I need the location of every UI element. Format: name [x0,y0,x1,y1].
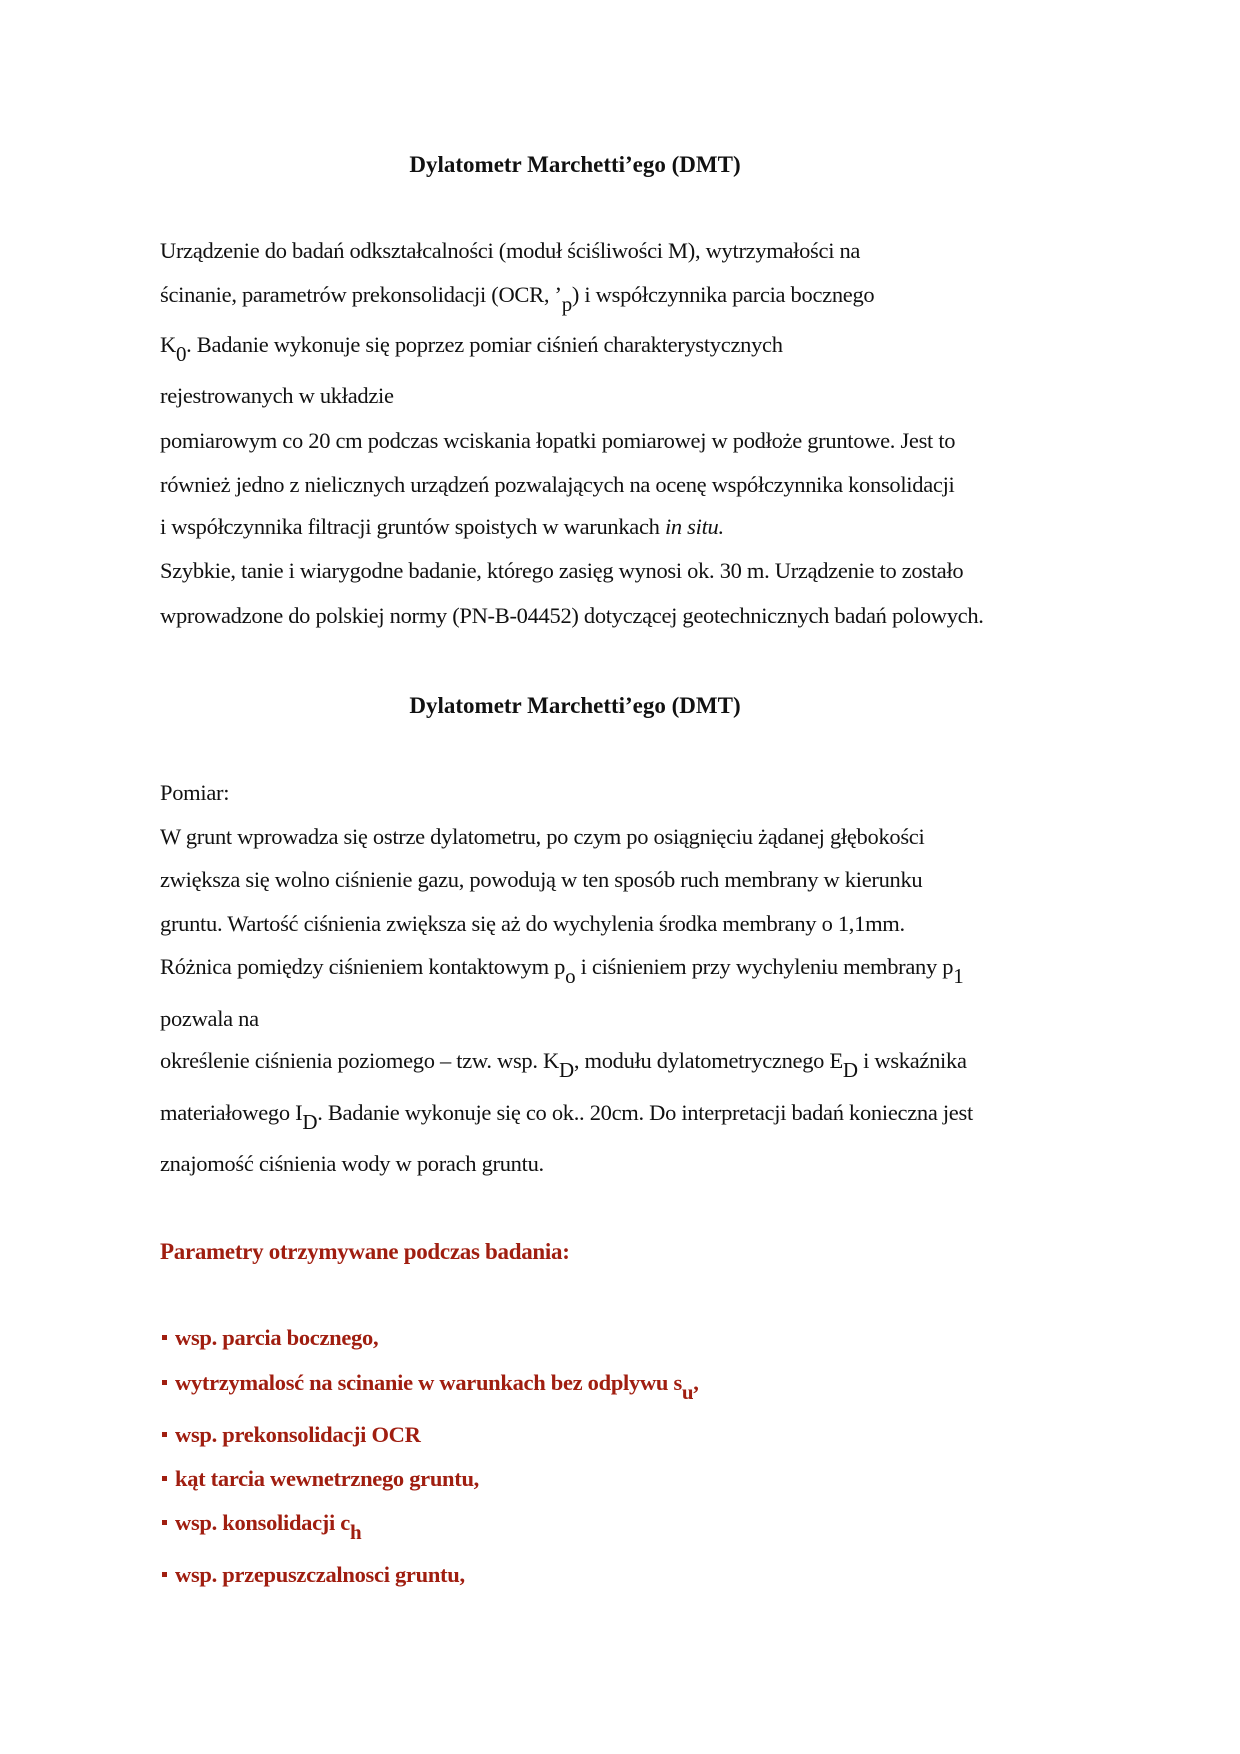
text-run: , [693,1370,699,1395]
text-line [160,954,964,988]
text-line [160,514,724,540]
subscript: h [349,1520,362,1544]
text-line [160,282,875,316]
text-run: pozwala na [160,1006,259,1031]
text-run: Szybkie, tanie i wiarygodne badanie, którego zasięg wynosi ok. 30 m. Urządzenie to zostało [160,558,964,583]
bullet-icon [162,1476,167,1481]
subscript: D [302,1110,318,1134]
text-run: materiałowego I [160,1100,303,1125]
list-item [160,1370,699,1404]
list-item [160,1466,479,1492]
text-run: wprowadzone do polskiej normy (PN-B-04452) dotyczącej geotechnicznych badań polowych. [160,603,984,628]
text-run: W grunt wprowadza się ostrze dylatometru, po czym po osiągnięciu żądanej głębokości [160,824,925,849]
text-line [160,1048,967,1082]
subscript: D [559,1058,574,1082]
bullet-icon [162,1335,167,1340]
text-line [160,472,954,498]
text-run: . Badanie wykonuje się co ok.. 20cm. Do interpretacji badań konieczna jest [317,1100,973,1125]
subscript: D [842,1058,858,1082]
subscript: u [681,1380,694,1404]
text-run: ) i współczynnika parcia bocznego [571,282,875,307]
text-line [160,558,963,584]
subscript: p [561,292,572,316]
document-title: Dylatometr Marchetti’ego (DMT) [409,152,741,177]
text-line [160,824,924,850]
bullet-icon [162,1432,167,1437]
bullet-icon [162,1572,167,1577]
text-line [160,383,394,409]
text-run: znajomość ciśnienia wody w porach gruntu. [160,1151,544,1176]
text-run: gruntu. Wartość ciśnienia zwiększa się aż do wychylenia środka membrany o 1,1mm. [160,911,905,936]
text-line [160,603,984,629]
text-run: K [160,332,176,357]
section-title: Dylatometr Marchetti’ego (DMT) [409,693,741,718]
text-line [160,238,860,264]
text-run: wsp. parcia bocznego, [175,1325,379,1350]
list-item [160,1562,465,1588]
text-run: wytrzymalosć na scinanie w warunkach bez odplywu s [175,1370,682,1395]
text-run: również jedno z nielicznych urządzeń pozwalających na ocenę współczynnika konsolidacji [160,472,955,497]
text-run: rejestrowanych w układzie [160,383,394,408]
text-run: Urządzenie do badań odkształcalności (moduł ściśliwości M), wytrzymałości na [160,238,861,263]
text-line [160,867,922,893]
text-run: określenie ciśnienia poziomego – tzw. wsp. K [160,1048,559,1073]
parameters-heading: Parametry otrzymywane podczas badania: [160,1239,570,1264]
list-item [160,1510,362,1544]
text-line [160,332,783,366]
text-run: Pomiar: [160,780,230,805]
bullet-icon [162,1380,167,1385]
text-line [160,1006,259,1032]
text-run: in situ. [664,514,724,539]
bullet-icon [162,1520,167,1525]
text-line [160,780,229,806]
list-item [160,1325,378,1351]
text-run: wsp. przepuszczalnosci gruntu, [175,1562,465,1587]
text-line [160,1100,973,1134]
text-run: pomiarowym co 20 cm podczas wciskania łopatki pomiarowej w podłoże gruntowe. Jest to [160,428,956,453]
text-run: . Badanie wykonuje się poprzez pomiar ciśnień charakterystycznych [186,332,783,357]
text-line [160,1151,544,1177]
text-run: , modułu dylatometrycznego E [573,1048,843,1073]
text-run: wsp. prekonsolidacji OCR [175,1422,421,1447]
text-line [160,911,905,937]
text-run: Różnica pomiędzy ciśnieniem kontaktowym p [160,954,566,979]
text-run: ścinanie, parametrów prekonsolidacji (OCR, ’ [160,282,562,307]
text-run: i wskaźnika [857,1048,967,1073]
subscript: 1 [953,964,964,988]
text-run: i współczynnika filtracji gruntów spoistych w warunkach [160,514,665,539]
text-run: wsp. konsolidacji c [175,1510,350,1535]
subscript: 0 [175,342,187,366]
list-item [160,1422,421,1448]
text-line [160,428,955,454]
text-run: zwiększa się wolno ciśnienie gazu, powodują w ten sposób ruch membrany w kierunku [160,867,923,892]
subscript: o [565,964,576,988]
text-run: i ciśnieniem przy wychyleniu membrany p [575,954,954,979]
text-run: kąt tarcia wewnetrznego gruntu, [175,1466,479,1491]
